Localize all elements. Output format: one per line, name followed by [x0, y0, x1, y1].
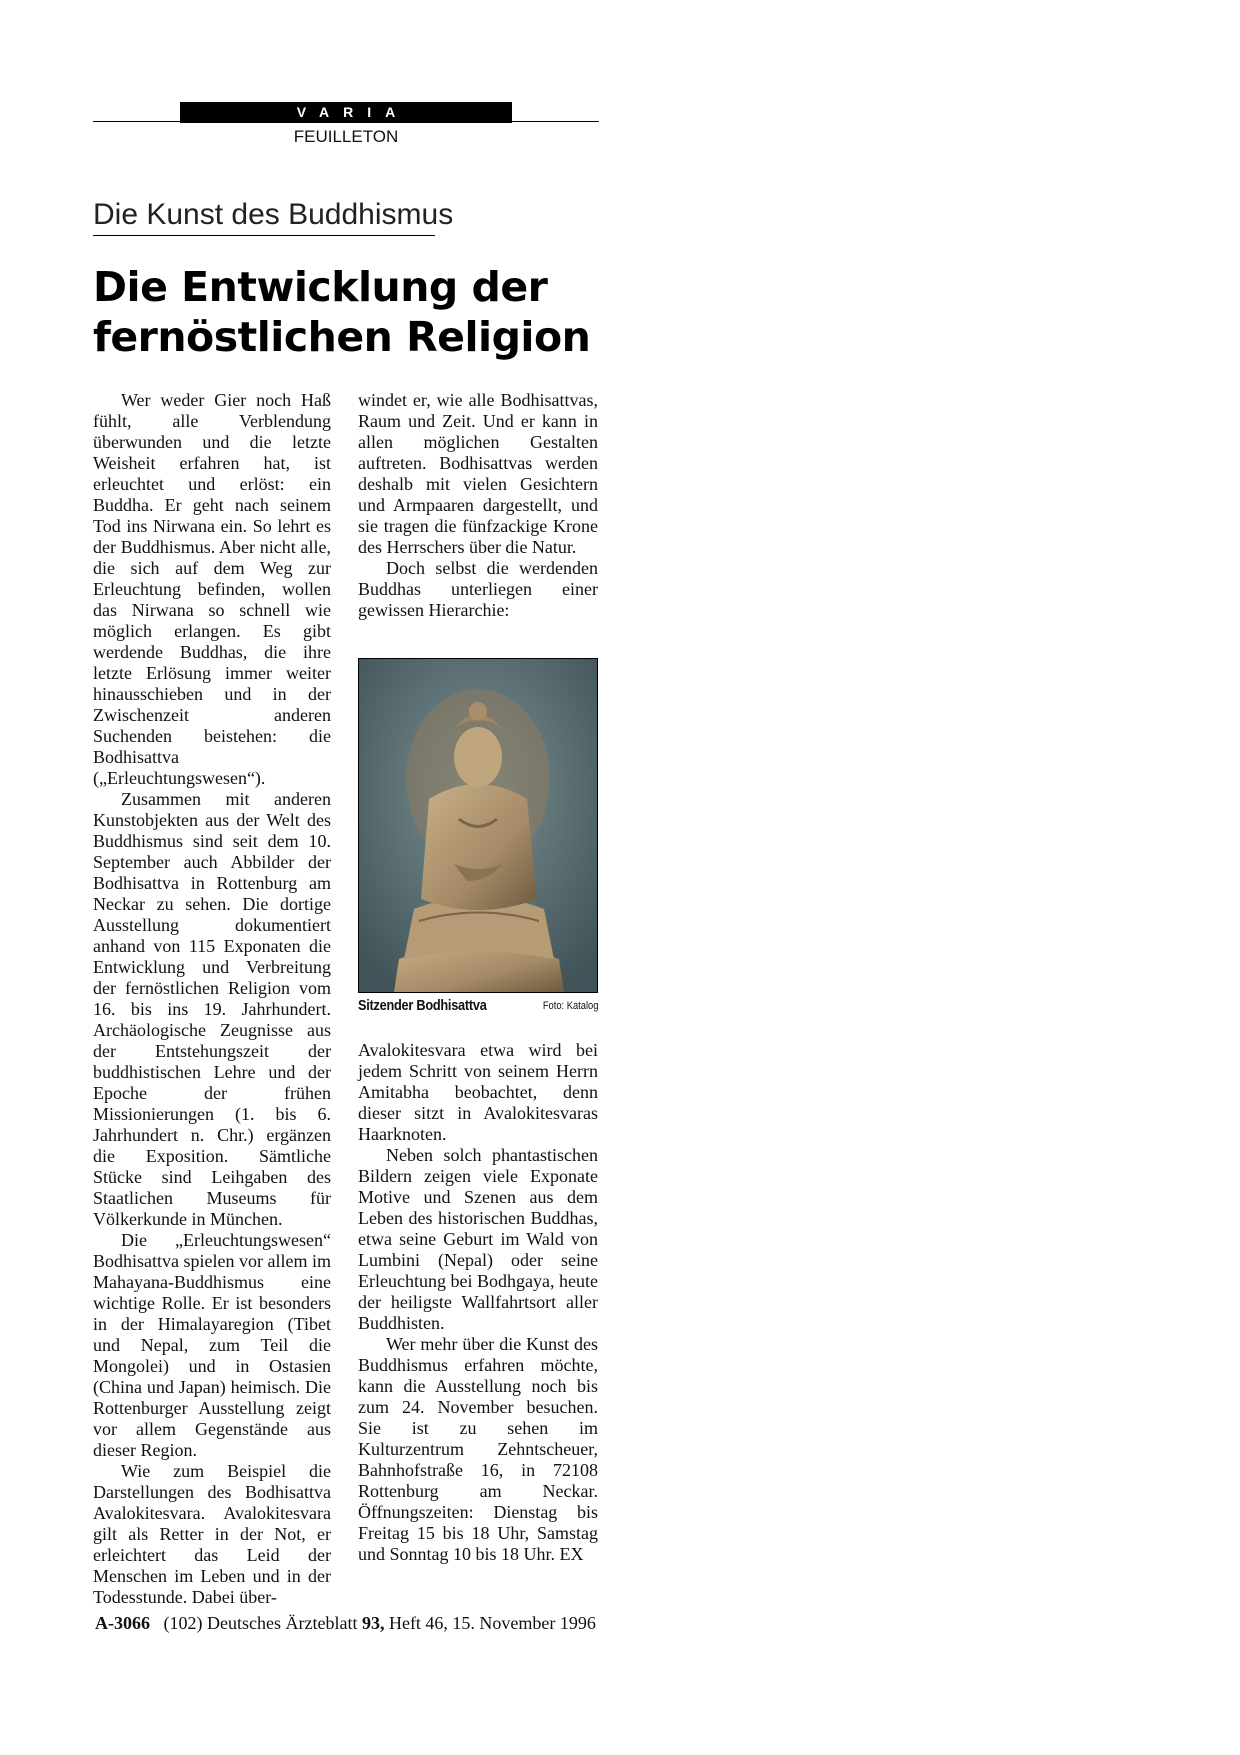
figure-caption: [358, 997, 598, 1017]
issue-date: Heft 46, 15. November 1996: [388, 1613, 596, 1633]
article-column-1: [93, 390, 331, 1608]
paragraph: Doch selbst die werdenden Buddhas unterliegen einer gewissen Hierarchie:: [358, 558, 598, 620]
article-column-2-top: [358, 390, 598, 621]
page-number: (102): [163, 1613, 203, 1633]
paragraph: Neben solch phantastischen Bildern zeigen viele Exponate Motive und Szenen aus dem Leben des historischen Buddhas, etwa seine Geburt im Wald von Lumbini (Nepal) oder seine Erleuchtung bei Bodhgaya, heute der heiligste Wallfahrtsort aller Buddhisten.: [358, 1145, 598, 1333]
article-kicker: Die Kunst des Buddhismus: [93, 198, 435, 236]
paragraph: Wer weder Gier noch Haß fühlt, alle Verblendung überwunden und die letzte Weisheit erfahren hat, ist erleuchtet und erlöst: ein Buddha. Er geht nach seinem Tod ins Nirwana ein. So lehrt es der Buddhismus. Aber nicht alle, die sich auf dem Weg zur Erleuchtung befinden, wollen das Nirwana so schnell wie möglich erlangen. Es gibt werdende Buddhas, die ihre letzte Erlösung immer weiter hinausschieben und in der Zwischenzeit anderen Suchenden beistehen: die Bodhisattva („Erleuchtungswesen“).: [93, 390, 331, 788]
page-code: A-3066: [95, 1613, 150, 1633]
volume: 93,: [361, 1613, 385, 1633]
subsection-label: FEUILLETON: [293, 127, 399, 146]
caption-text: Sitzender Bodhisattva: [358, 997, 487, 1014]
paragraph: windet er, wie alle Bodhisattvas, Raum und Zeit. Und er kann in allen möglichen Gestalten auftreten. Bodhisattvas werden deshalb mit vielen Gesichtern und Armpaaren dargestellt, und sie tragen die fünfzackige Krone des Herrschers über die Natur.: [358, 390, 598, 557]
bodhisattva-photo: [358, 658, 598, 993]
paragraph: Zusammen mit anderen Kunstobjekten aus der Welt des Buddhismus sind seit dem 10. September auch Abbilder der Bodhisattva in Rottenburg am Neckar zu sehen. Die dortige Ausstellung dokumentiert anhand von 115 Exponaten die Entwicklung und Verbreitung der fernöstlichen Religion vom 16. bis ins 19. Jahrhundert. Archäologische Zeugnisse aus der Entstehungszeit der buddhistischen Lehre und der Epoche der frühen Missionierungen (1. bis 6. Jahrhundert n. Chr.) ergänzen die Exposition. Sämtliche Stücke sind Leihgaben des Staatlichen Museums für Völkerkunde in München.: [93, 789, 331, 1229]
seated-bodhisattva-statue-image: [359, 659, 597, 992]
article-headline: [93, 262, 653, 362]
paragraph: Die „Erleuchtungswesen“ Bodhisattva spielen vor allem im Mahayana-Buddhismus eine wichtige Rolle. Er ist besonders in der Himalayaregion (Tibet und Nepal, zum Teil die Mongolei) und in Ostasien (China und Japan) heimisch. Die Rottenburger Ausstellung zeigt vor allem Gegenstände aus dieser Region.: [93, 1230, 331, 1460]
paragraph: Avalokitesvara etwa wird bei jedem Schritt von seinem Herrn Amitabha beobachtet, denn dieser sitzt in Avalokitesvaras Haarknoten.: [358, 1040, 598, 1144]
page-footer: [95, 1613, 596, 1634]
header-rule: [93, 121, 599, 122]
section-label-varia: VARIA: [180, 102, 512, 123]
headline-line-1: Die Entwicklung der: [93, 263, 548, 311]
headline-line-2: fernöstlichen Religion: [93, 313, 591, 361]
paragraph: Wie zum Beispiel die Darstellungen des Bodhisattva Avalokitesvara. Avalokitesvara gilt als Retter in der Not, er erleichtert das Leid der Menschen im Leben und in der Todesstunde. Dabei über-: [93, 1461, 331, 1607]
paragraph: Wer mehr über die Kunst des Buddhismus erfahren möchte, kann die Ausstellung noch bis zum 24. November besuchen. Sie ist zu sehen im Kulturzentrum Zehntscheuer, Bahnhofstraße 16, in 72108 Rottenburg am Neckar. Öffnungszeiten: Dienstag bis Freitag 15 bis 18 Uhr, Samstag und Sonntag 10 bis 18 Uhr. EX: [358, 1334, 598, 1564]
journal-name: Deutsches Ärzteblatt: [207, 1613, 358, 1633]
article-column-2-bottom: [358, 1040, 598, 1565]
photo-credit: Foto: Katalog: [542, 1000, 598, 1012]
